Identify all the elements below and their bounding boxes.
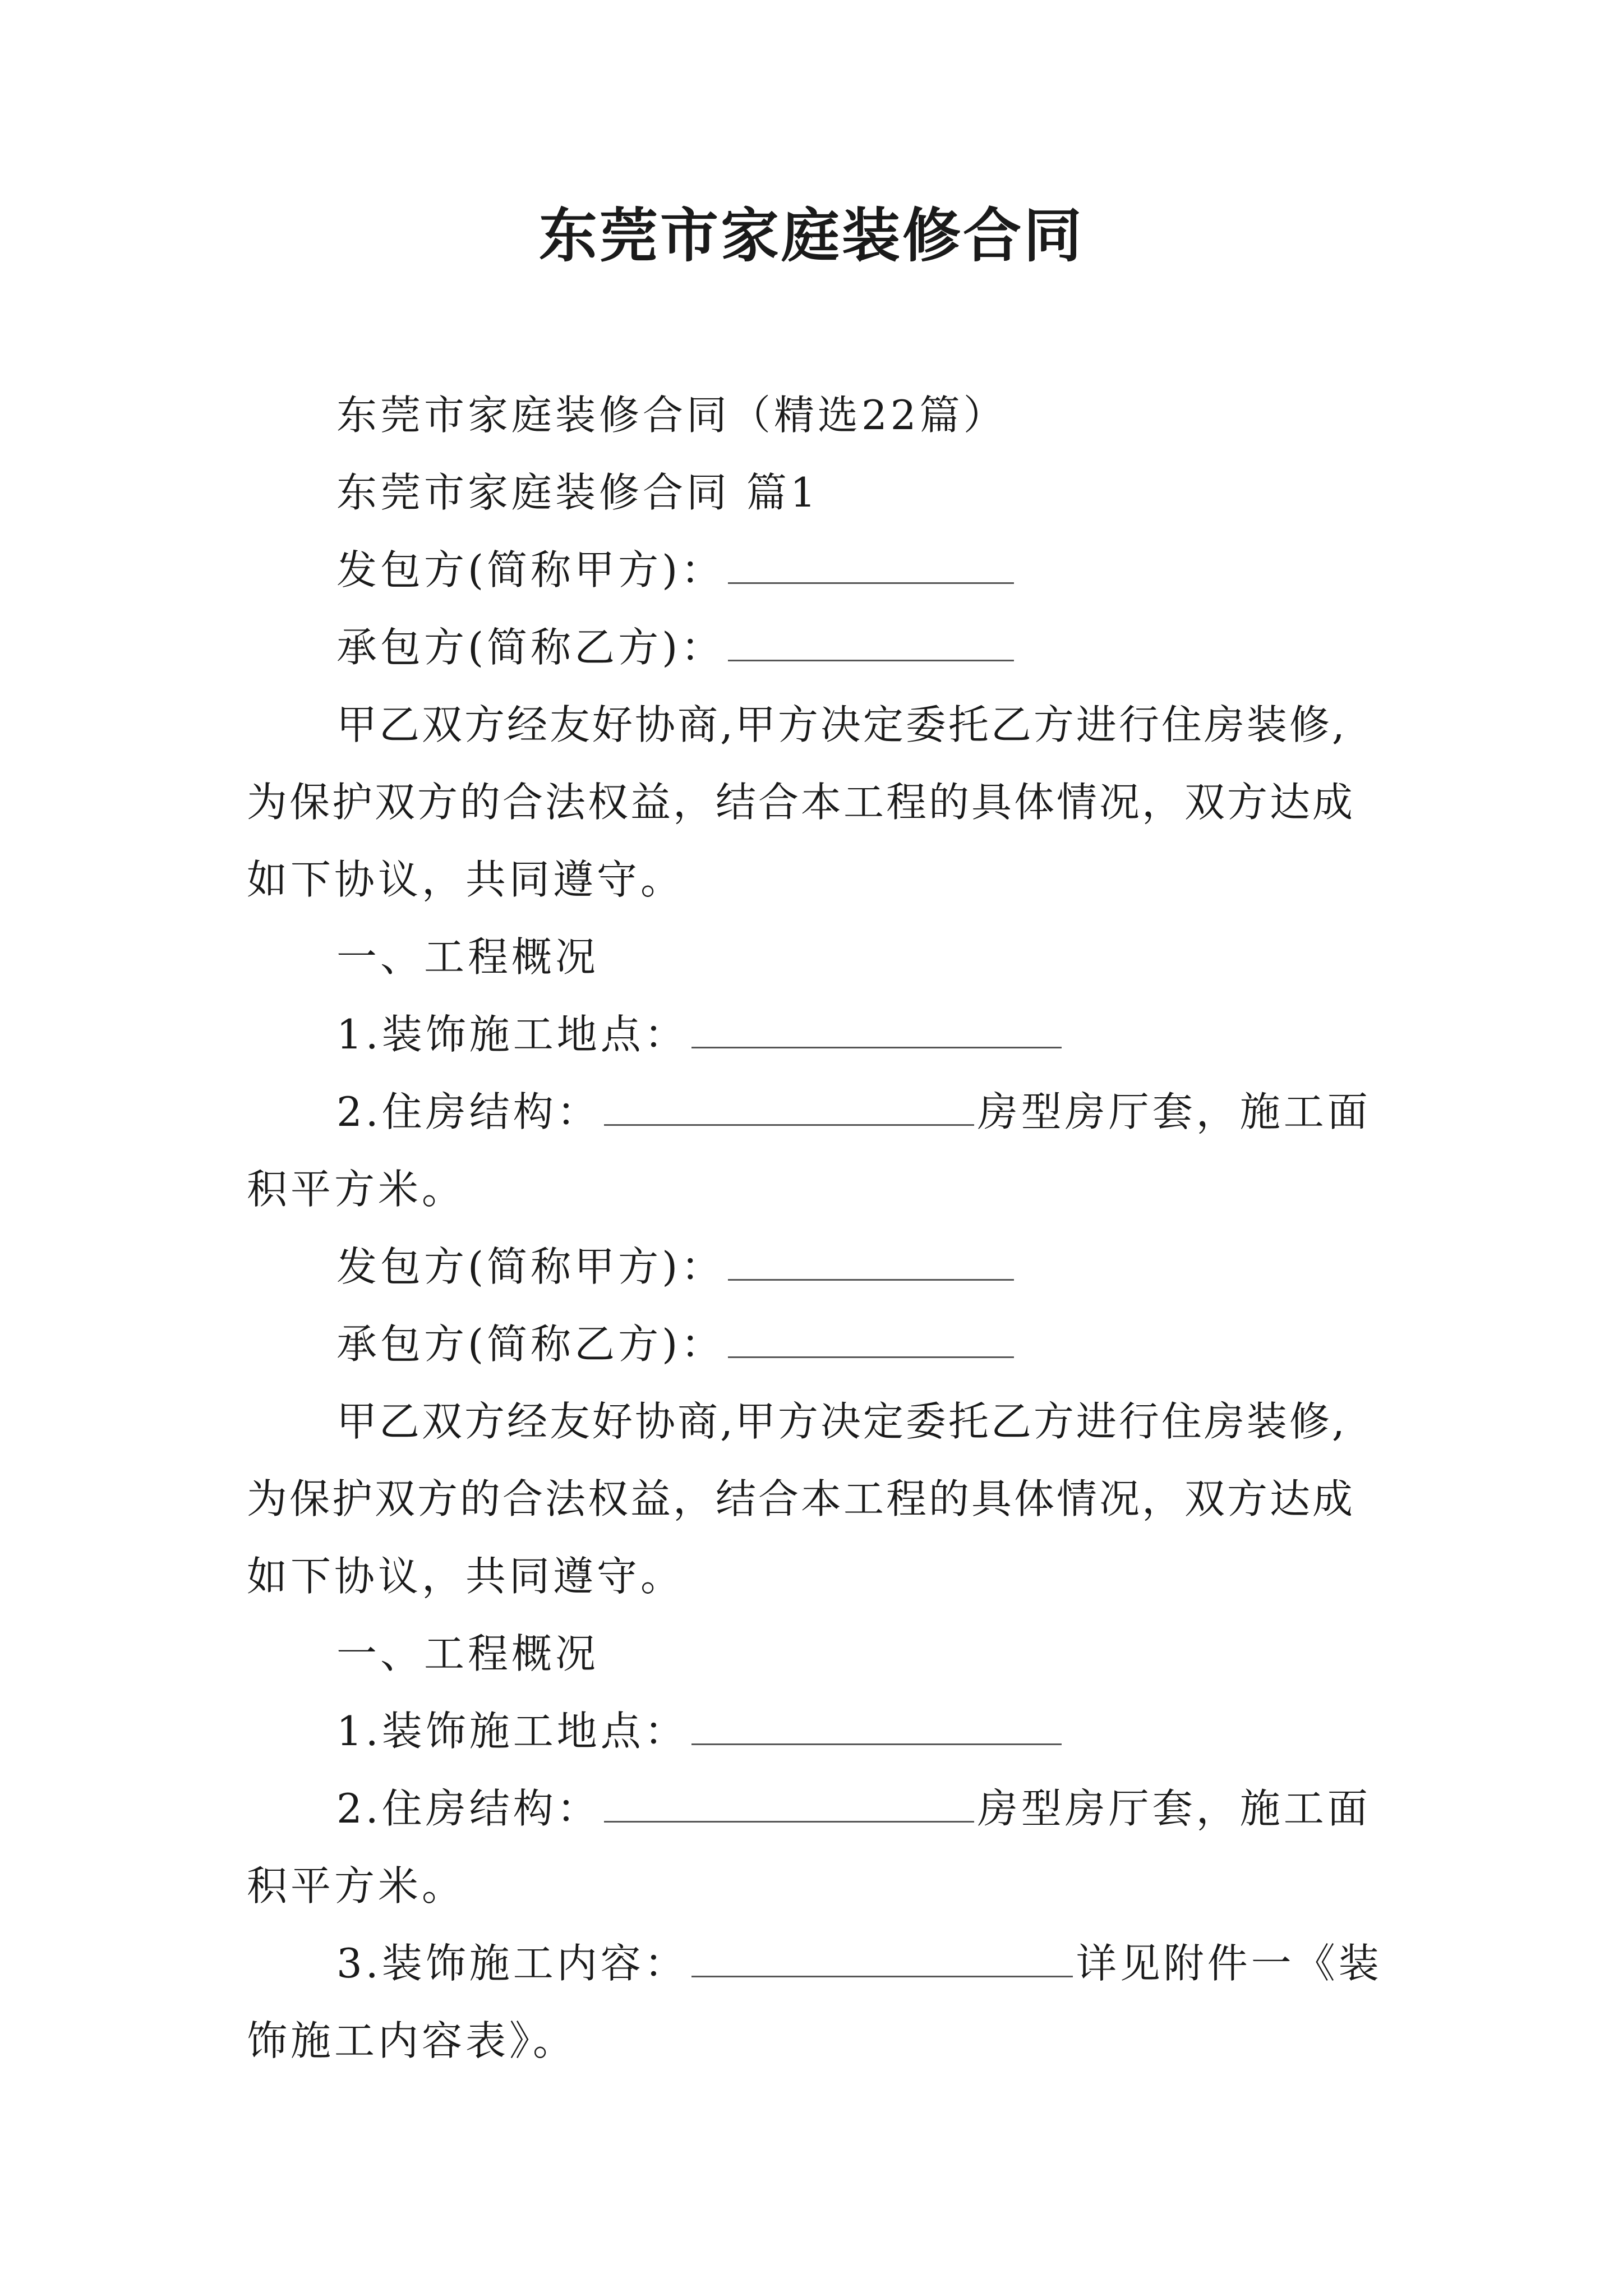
item-3-continuation: 饰施工内容表》。: [247, 2017, 577, 2064]
item-1-blank: [691, 1011, 1062, 1048]
item-2-row: [336, 1084, 1371, 1140]
item-2-suffix: 房型房厅套，施工面: [977, 1088, 1371, 1135]
item-1-label: 1.装饰施工地点：: [336, 1011, 688, 1058]
item-1-blank-b: [691, 1708, 1062, 1745]
party-b-blank-2: [728, 1320, 1014, 1358]
document-title: 东莞市家庭装修合同: [538, 201, 1084, 270]
item-1-row: [336, 1006, 1065, 1062]
intro-line-3: 如下协议，共同遵守。: [247, 856, 685, 903]
item-2-continuation: 积平方米。: [247, 1166, 466, 1213]
item-3-label: 3.装饰施工内容：: [336, 1940, 688, 1987]
party-b-label: 承包方(简称乙方)：: [336, 624, 725, 671]
subtitle-part-1: 东莞市家庭装修合同 篇1: [336, 469, 819, 516]
party-a-blank-2: [728, 1243, 1014, 1281]
item-1-label-b: 1.装饰施工地点：: [336, 1708, 688, 1755]
intro-line-1: 甲乙双方经友好协商,甲方决定委托乙方进行住房装修,: [336, 701, 1347, 748]
intro-line-1-b: 甲乙双方经友好协商,甲方决定委托乙方进行住房装修,: [336, 1398, 1347, 1445]
item-2-blank: [604, 1088, 974, 1126]
party-a-label: 发包方(简称甲方)：: [336, 546, 725, 593]
item-2-row-b: [336, 1780, 1371, 1837]
party-a-blank: [728, 546, 1014, 584]
section-1-heading-b: 一、工程概况: [336, 1630, 600, 1677]
item-3-row: [336, 1935, 1382, 1991]
item-1-row-b: [336, 1703, 1065, 1759]
item-3-suffix: 详见附件一《装: [1076, 1940, 1382, 1987]
party-b-row: [336, 619, 1017, 675]
item-2-blank-b: [604, 1785, 974, 1823]
party-a-label-2: 发包方(简称甲方)：: [336, 1243, 725, 1290]
party-b-label-2: 承包方(简称乙方)：: [336, 1320, 725, 1368]
item-2-label: 2.住房结构：: [336, 1088, 601, 1135]
intro-line-2: 为保护双方的合法权益，结合本工程的具体情况，双方达成: [247, 779, 1355, 826]
section-1-heading: 一、工程概况: [336, 933, 600, 981]
party-a-row-2: [336, 1239, 1017, 1295]
item-3-blank: [691, 1940, 1073, 1977]
intro-line-2-b: 为保护双方的合法权益，结合本工程的具体情况，双方达成: [247, 1475, 1355, 1522]
subtitle-collection: 东莞市家庭装修合同（精选22篇）: [336, 392, 1007, 439]
party-b-blank: [728, 624, 1014, 661]
item-2-suffix-b: 房型房厅套，施工面: [977, 1785, 1371, 1832]
party-b-row-2: [336, 1316, 1017, 1372]
intro-line-3-b: 如下协议，共同遵守。: [247, 1553, 685, 1600]
item-2-continuation-b: 积平方米。: [247, 1862, 466, 1910]
item-2-label-b: 2.住房结构：: [336, 1785, 601, 1832]
party-a-row: [336, 542, 1017, 598]
